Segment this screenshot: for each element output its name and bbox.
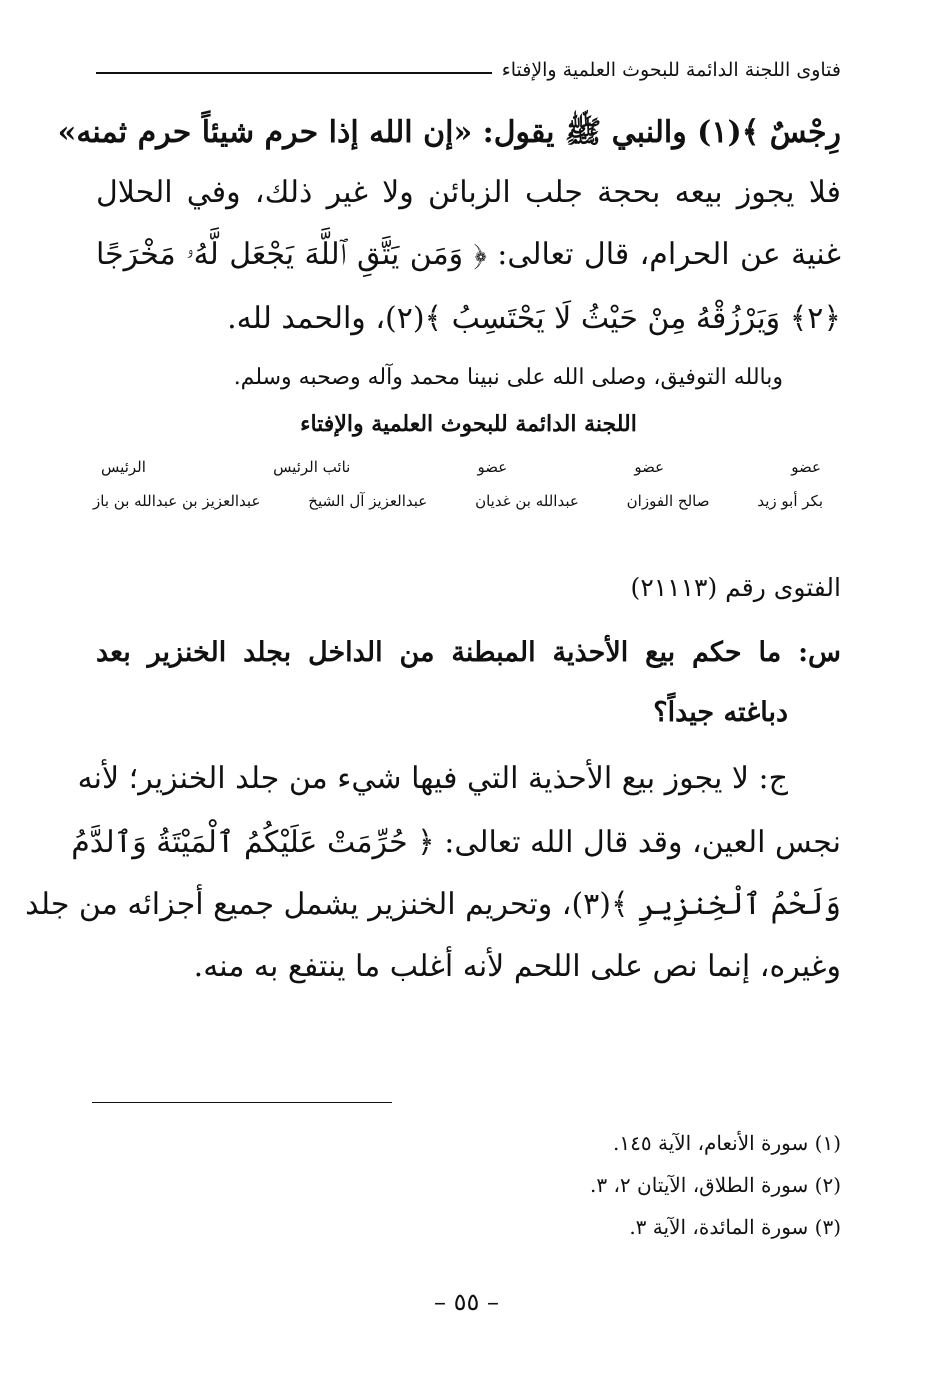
role-member-1: عضو bbox=[791, 458, 821, 476]
question-line-1: س: ما حكم بيع الأحذية المبطنة من الداخل بجلد الخنزير بعد bbox=[96, 637, 841, 668]
body-line-3: غنية عن الحرام، قال تعالى: ﴿ وَمَن يَتَّقِ ٱللَّهَ يَجْعَل لَّهُۥ مَخْرَجًا bbox=[96, 237, 841, 272]
answer-line-1: ج: لا يجوز بيع الأحذية التي فيها شيء من جلد الخنزير؛ لأنه bbox=[77, 761, 788, 796]
footnote-3: (٣) سورة المائدة، الآية ٣. bbox=[629, 1215, 841, 1239]
answer-line-4: وغيره، إنما نص على اللحم لأنه أغلب ما ينتفع به منه. bbox=[193, 949, 841, 984]
footnote-rule bbox=[92, 1102, 392, 1103]
committee-roles bbox=[101, 458, 821, 476]
committee-title: اللجنة الدائمة للبحوث العلمية والإفتاء bbox=[300, 411, 637, 437]
member-name-4: عبدالعزيز آل الشيخ bbox=[308, 492, 428, 510]
fatwa-number: الفتوى رقم (٢١١١٣) bbox=[630, 573, 841, 602]
closing-line: وبالله التوفيق، وصلى الله على نبينا محمد وآله وصحبه وسلم. bbox=[233, 365, 783, 390]
footnote-1: (١) سورة الأنعام، الآية ١٤٥. bbox=[613, 1131, 841, 1155]
role-president: الرئيس bbox=[101, 458, 146, 476]
header-rule bbox=[96, 72, 492, 74]
role-member-2: عضو bbox=[634, 458, 665, 476]
footnote-2: (٢) سورة الطلاق، الآيتان ٢، ٣. bbox=[589, 1173, 841, 1197]
member-name-5: عبدالعزيز بن عبدالله بن باز bbox=[93, 492, 261, 510]
member-name-1: بكر أبو زيد bbox=[757, 492, 823, 510]
body-line-2: فلا يجوز بيعه بحجة جلب الزبائن ولا غير ذلك، وفي الحلال bbox=[96, 175, 841, 210]
role-member-3: عضو bbox=[477, 458, 508, 476]
member-name-3: عبدالله بن غديان bbox=[475, 492, 579, 510]
committee-members bbox=[93, 492, 823, 510]
question-line-2: دباغته جيداً؟ bbox=[653, 697, 788, 728]
answer-line-2: نجس العين، وقد قال الله تعالى: ﴿ حُرِّمَتْ عَلَيْكُمُ ٱلْمَيْتَةُ وَٱلدَّمُ bbox=[71, 825, 841, 860]
role-vice-president: نائب الرئيس bbox=[273, 458, 351, 476]
body-line-4: ﴿٢﴾ وَيَرْزُقْهُ مِنْ حَيْثُ لَا يَحْتَسِبُ ﴾(٢)، والحمد لله. bbox=[227, 301, 841, 336]
page-number: – ٥٥ – bbox=[433, 1288, 500, 1316]
body-line-1: رِجْسٌ ﴾(١) والنبي ﷺ يقول: «إن الله إذا حرم شيئاً حرم ثمنه» bbox=[57, 115, 841, 150]
answer-line-3: وَلَحْمُ ٱلْخِنزِيرِ ﴾(٣)، وتحريم الخنزير يشمل جميع أجزائه من جلد bbox=[25, 887, 841, 922]
member-name-2: صالح الفوزان bbox=[626, 492, 710, 510]
running-header bbox=[96, 55, 841, 85]
running-header-title: فتاوى اللجنة الدائمة للبحوث العلمية والإفتاء bbox=[501, 59, 841, 81]
